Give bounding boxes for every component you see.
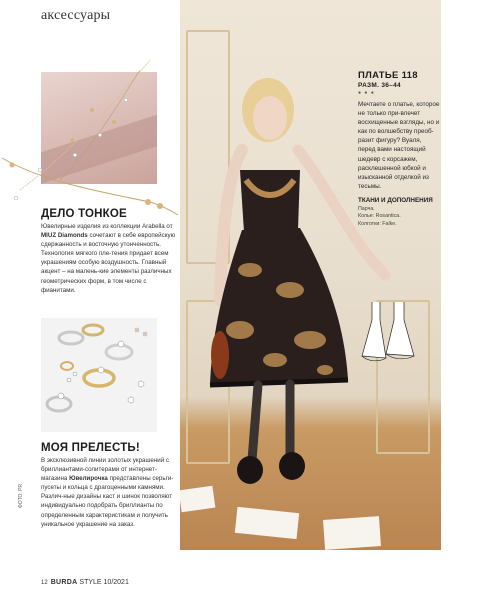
rings-photo	[41, 318, 157, 432]
dress-sketch	[358, 296, 418, 386]
article-1-body: Ювелирные изделия из коллекции Arabella от MIUZ Diamonds сочетают в себе европейскую сдержанность и восточную утонченность. Технология мягкого пле-тения придает всем украшениям особую воздушность. Главный акцент – на малень-кие элементы различных геометрических форм, в том числе с фианитами.	[41, 223, 176, 294]
fabric-item: Колготки: Falke.	[358, 220, 397, 227]
fabric-item: Парча.	[358, 205, 375, 212]
dress-info	[358, 70, 440, 228]
dress-size: РАЗМ. 36–44	[358, 82, 401, 89]
issue-info: STYLE 10/2021	[77, 579, 129, 586]
dress-title: ПЛАТЬЕ 118	[358, 70, 418, 81]
fabric-list	[358, 206, 440, 229]
page-footer	[41, 579, 129, 586]
article-2-body: В эксклюзивной линии золотых украшений с бриллиантами-солитерами от интернет-магазина Ювелирочка представлены серьги-пусеты и кольца с драгоценными камнями. Различ-ные дизайны каст и шинок позволяют индивидуально подобрать бриллианты по определенным характеристикам и получить уникальное украшение на заказ.	[41, 457, 174, 528]
necklace-chain-image	[0, 40, 180, 230]
fabric-item: Колье: Rosantica.	[358, 213, 401, 220]
section-title: аксессуары	[41, 8, 111, 23]
fabric-title: ТКАНИ И ДОПОЛНЕНИЯ	[358, 196, 433, 204]
article-1-title: ДЕЛО ТОНКОЕ	[41, 208, 127, 220]
difficulty-dots: ● ● ●	[358, 90, 375, 96]
photo-credit: ФОТО: PR	[18, 483, 24, 508]
page-number: 12	[41, 580, 48, 586]
dress-description: Мечтаете о платье, которое не только при-влечет восхищенные взгляды, но и как по волшебству преоб-разит фигуру? Вуаля, перед вами настоящий шедевр с корсажем, расклешенной юбкой и изысканной отделкой из тесьмы.	[358, 101, 440, 190]
magazine-brand: BURDA	[50, 579, 78, 586]
article-2-title: МОЯ ПРЕЛЕСТЬ!	[41, 442, 140, 454]
